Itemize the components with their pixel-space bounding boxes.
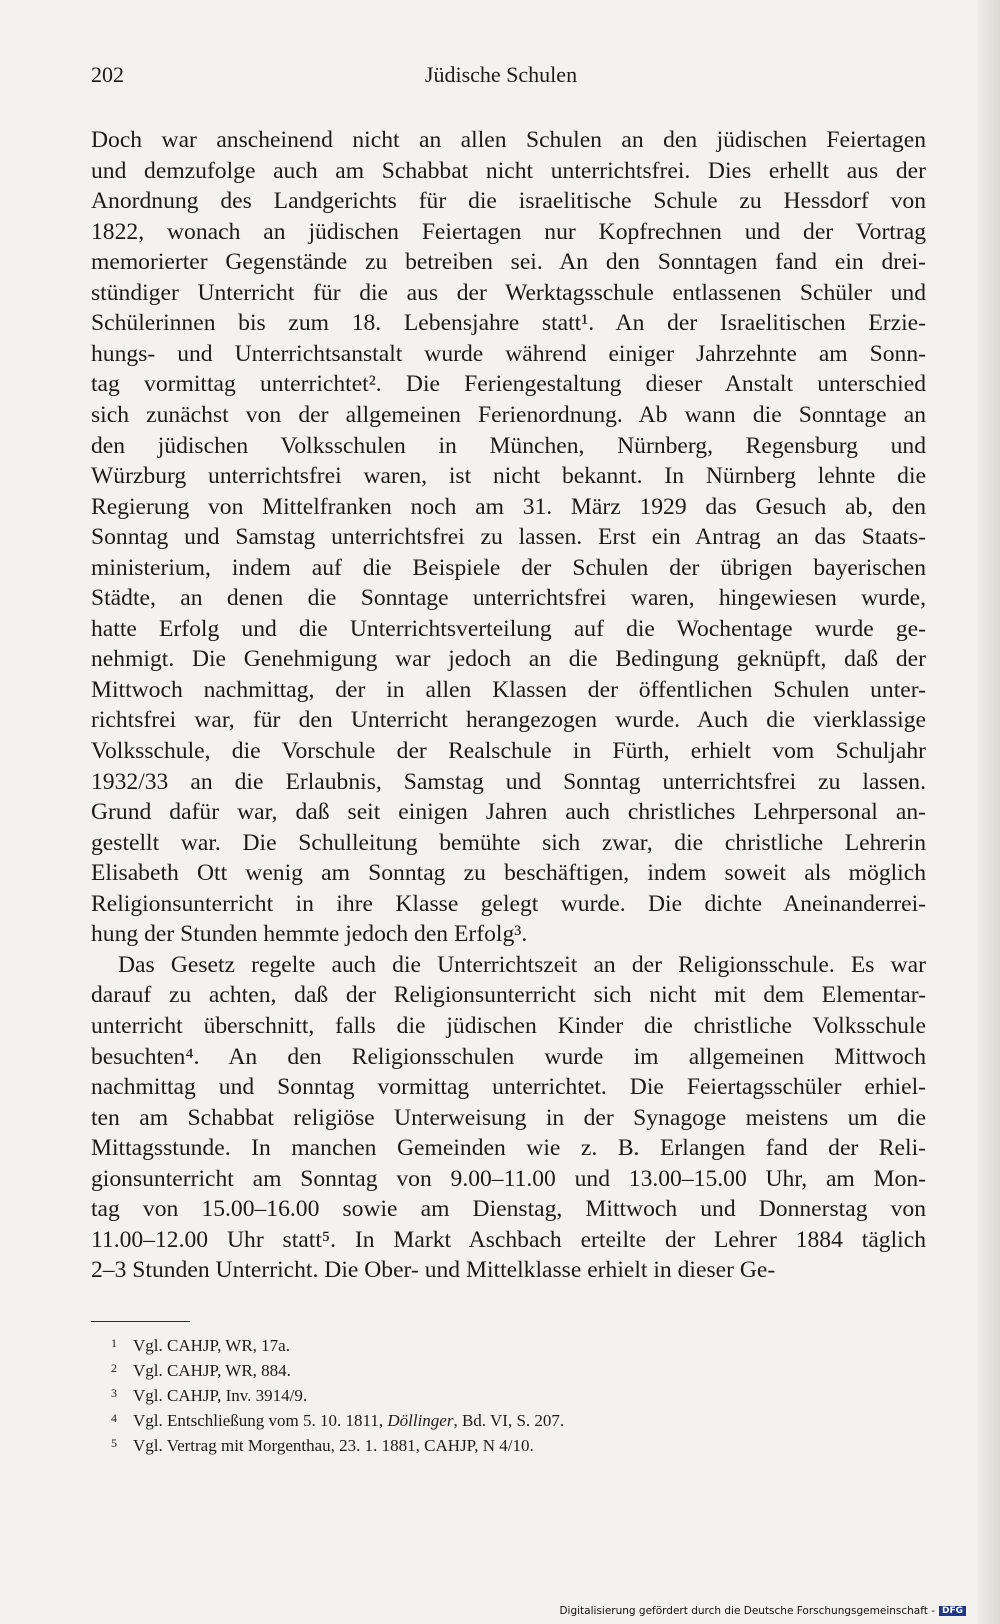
footnote-text: Vgl. Vertrag mit Morgenthau, 23. 1. 1881, CAHJP, N 4/10. — [133, 1436, 534, 1455]
footnote-number: 2 — [111, 1361, 117, 1375]
page-number: 202 — [91, 62, 124, 87]
footnote-text: Vgl. CAHJP, Inv. 3914/9. — [133, 1386, 308, 1405]
footnote-rule — [91, 1321, 190, 1322]
text-line: 2–3 Stunden Unterricht. Die Ober- und Mittelklasse erhielt in dieser Ge- — [91, 1257, 776, 1284]
running-title: Jüdische Schulen — [424, 62, 578, 87]
text-line: darauf zu achten, daß der Religionsunterricht sich nicht mit dem Elementar- — [91, 982, 926, 1009]
text-line: 1822, wonach an jüdischen Feiertagen nur Kopfrechnen und der Vortrag — [91, 218, 926, 245]
text-line: Sonntag und Samstag unterrichtsfrei zu lassen. Erst ein Antrag an das Staats- — [91, 524, 926, 551]
footnote-author: Döllinger — [387, 1411, 454, 1430]
text-line: tag von 15.00–16.00 sowie am Dienstag, Mittwoch und Donnerstag von — [91, 1196, 926, 1223]
text-line: nehmigt. Die Genehmigung war jedoch an die Bedingung geknüpft, daß der — [91, 646, 926, 673]
text-line: Volksschule, die Vorschule der Realschule in Fürth, erhielt vom Schuljahr — [91, 738, 926, 764]
text-line: Schülerinnen bis zum 18. Lebensjahre statt¹. An der Israelitischen Erzie- — [91, 310, 926, 337]
text-line: richtsfrei war, für den Unterricht herangezogen wurde. Auch die vierklassige — [91, 707, 926, 734]
footnote-text: Vgl. CAHJP, WR, 17a. — [133, 1336, 290, 1355]
footnote-number: 4 — [111, 1411, 117, 1425]
footnote-3 — [111, 1382, 307, 1407]
text-line: Mittagsstunde. In manchen Gemeinden wie z. B. Erlangen fand der Reli- — [91, 1135, 926, 1162]
text-line: ten am Schabbat religiöse Unterweisung in der Synagoge meistens um die — [91, 1104, 926, 1131]
text-line: ministerium, indem auf die Beispiele der Schulen der übrigen bayerischen — [91, 554, 926, 581]
text-line: 11.00–12.00 Uhr statt⁵. In Markt Aschbach erteilte der Lehrer 1884 täglich — [91, 1226, 926, 1253]
text-line: Das Gesetz regelte auch die Unterrichtszeit an der Religionsschule. Es war — [118, 951, 926, 978]
text-line: Doch war anscheinend nicht an allen Schulen an den jüdischen Feiertagen — [91, 127, 926, 153]
text-line: sich zunächst von der allgemeinen Ferienordnung. Ab wann die Sonntage an — [91, 401, 926, 428]
text-line: tag vormittag unterrichtet². Die Feriengestaltung dieser Anstalt unterschied — [91, 371, 926, 398]
text-line: Elisabeth Ott wenig am Sonntag zu beschäftigen, indem soweit als möglich — [91, 860, 926, 887]
text-line: Anordnung des Landgerichts für die israelitische Schule zu Hessdorf von — [91, 188, 926, 215]
page-header — [91, 62, 911, 96]
footnote-2 — [111, 1357, 291, 1382]
text-line: Regierung von Mittelfranken noch am 31. März 1929 das Gesuch ab, den — [91, 493, 926, 520]
digitization-note — [559, 1605, 966, 1617]
footnote-1 — [111, 1332, 290, 1357]
footnote-text: Vgl. Entschließung vom 5. 10. 1811, — [133, 1411, 388, 1430]
text-line: Religionsunterricht in ihre Klasse gelegt wurde. Die dichte Aneinanderrei- — [91, 890, 926, 917]
text-line: gestellt war. Die Schulleitung bemühte sich zwar, die christliche Lehrerin — [91, 829, 926, 856]
footnote-4 — [111, 1407, 564, 1432]
text-line: besuchten⁴. An den Religionsschulen wurde im allgemeinen Mittwoch — [91, 1043, 926, 1070]
footnote-number: 5 — [111, 1436, 117, 1450]
footnote-text: , Bd. VI, S. 207. — [453, 1411, 565, 1430]
text-line: hung der Stunden hemmte jedoch den Erfolg³. — [91, 921, 528, 948]
text-line: memorierter Gegenstände zu betreiben sei. An den Sonntagen fand ein drei- — [91, 249, 926, 276]
text-line: nachmittag und Sonntag vormittag unterrichtet. Die Feiertagsschüler erhiel- — [91, 1074, 926, 1101]
digitization-text: Digitalisierung gefördert durch die Deutsche Forschungsgemeinschaft - — [559, 1605, 935, 1617]
page-edge — [978, 0, 1000, 1624]
text-line: und demzufolge auch am Schabbat nicht unterrichtsfrei. Dies erhellt aus der — [91, 157, 926, 184]
text-line: 1932/33 an die Erlaubnis, Samstag und Sonntag unterrichtsfrei zu lassen. — [91, 768, 926, 795]
text-line: unterricht überschnitt, falls die jüdischen Kinder die christliche Volksschule — [91, 1012, 926, 1039]
text-line: stündiger Unterricht für die aus der Werktagsschule entlassenen Schüler und — [91, 279, 926, 306]
text-line: Grund dafür war, daß seit einigen Jahren auch christliches Lehrpersonal an- — [91, 799, 926, 826]
footnote-text: Vgl. CAHJP, WR, 884. — [133, 1361, 291, 1380]
footnote-number: 1 — [111, 1336, 117, 1350]
footnote-5 — [111, 1432, 534, 1457]
text-line: hungs- und Unterrichtsanstalt wurde während einiger Jahrzehnte am Sonn- — [91, 340, 926, 367]
text-line: Mittwoch nachmittag, der in allen Klassen der öffentlichen Schulen unter- — [91, 676, 926, 703]
text-line: hatte Erfolg und die Unterrichtsverteilung auf die Wochentage wurde ge- — [91, 615, 926, 642]
text-line: Würzburg unterrichtsfrei waren, ist nicht bekannt. In Nürnberg lehnte die — [91, 463, 926, 490]
text-line: den jüdischen Volksschulen in München, Nürnberg, Regensburg und — [91, 432, 926, 459]
footnote-number: 3 — [111, 1386, 117, 1400]
text-line: Städte, an denen die Sonntage unterrichtsfrei waren, hingewiesen wurde, — [91, 585, 926, 612]
text-line: gionsunterricht am Sonntag von 9.00–11.00 und 13.00–15.00 Uhr, am Mon- — [91, 1165, 926, 1192]
dfg-logo: DFG — [939, 1606, 966, 1616]
